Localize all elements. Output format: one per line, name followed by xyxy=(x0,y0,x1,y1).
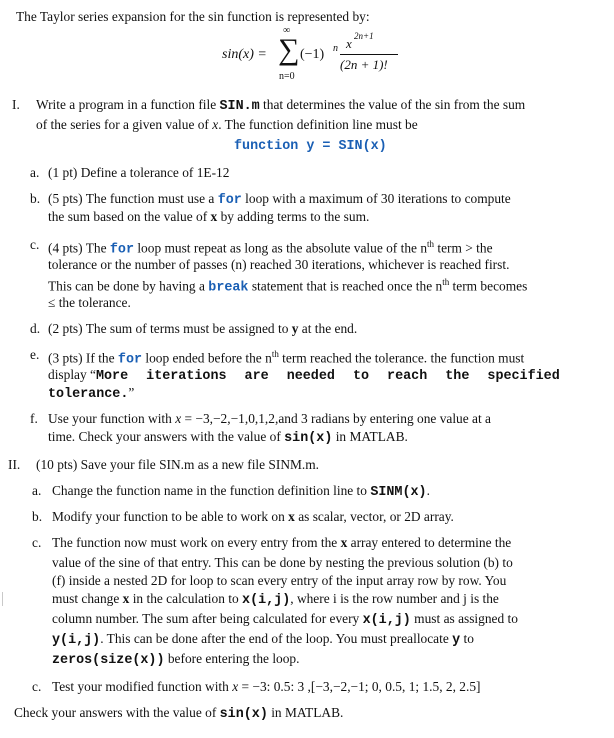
item-a-text: (1 pt) Define a tolerance of 1E-12 xyxy=(48,165,230,180)
intro-text: The Taylor series expansion for the sin function is represented by: xyxy=(16,9,370,24)
item-d-label: d. xyxy=(30,321,41,336)
part2-item-c2-text: Test your modified function with x = −3: 0.5: 3 ,[−3,−2,−1; 0, 0.5, 1; 1.5, 2, 2.5] xyxy=(52,679,481,694)
item-f-line1: Use your function with x = −3,−2,−1,0,1,2,and 3 radians by entering one value at a xyxy=(48,411,491,426)
part2-item-c-line2: value of the sine of that entry. This can be done by nesting the previous solution (b) to xyxy=(52,555,513,570)
part2-item-c-line4: must change x in the calculation to x(i,j), where i is the row number and j is the xyxy=(52,591,499,608)
part2-item-c-line5: column number. The sum after being calculated for every x(i,j) must as assigned to xyxy=(52,611,518,628)
item-b-line1: (5 pts) The function must use a for loop with a maximum of 30 iterations to compute xyxy=(48,191,511,208)
item-f-line2: time. Check your answers with the value of sin(x) in MATLAB. xyxy=(48,429,408,446)
part1-roman: I. xyxy=(12,97,20,112)
formula-exp-n: n xyxy=(333,43,338,54)
part2-roman: II. xyxy=(8,457,21,472)
item-e-line2: display “More iterations are needed to reach the specified xyxy=(48,367,560,384)
sigma-upper: ∞ xyxy=(283,25,291,36)
part2-title: (10 pts) Save your file SIN.m as a new file SINM.m. xyxy=(36,457,320,472)
taylor-formula xyxy=(222,10,402,86)
formula-term: (−1) xyxy=(300,47,325,62)
item-c-line3: This can be done by having a break statement that is reached once the $n^{th}$ term becomes xyxy=(48,277,528,296)
item-e-line1: (3 pts) If the for loop ended before the $n^{th}$ term reached the tolerance. the function must xyxy=(48,349,525,368)
part2-item-c-line7: zeros(size(x)) before entering the loop. xyxy=(52,651,300,668)
item-a-label: a. xyxy=(30,165,40,180)
formula-denominator: (2n + 1)! xyxy=(340,57,388,72)
part2-item-a-label: a. xyxy=(32,483,42,498)
formula-numerator-exp: 2n+1 xyxy=(354,31,374,41)
item-f-label: f. xyxy=(30,411,38,426)
part2-item-c-label: c. xyxy=(32,535,42,550)
formula-numerator: x xyxy=(346,36,352,51)
item-c-line1: (4 pts) The for loop must repeat as long as the absolute value of the $n^{th}$ term > the xyxy=(48,239,493,258)
closing-text: Check your answers with the value of sin(x) in MATLAB. xyxy=(14,705,344,722)
sigma-symbol: ∑ xyxy=(278,33,300,66)
part1-line1: Write a program in a function file SIN.m that determines the value of the sin from the sum xyxy=(36,97,526,114)
margin-mark xyxy=(2,592,13,606)
item-b-line2: the sum based on the value of x by adding terms to the sum. xyxy=(48,209,370,224)
part1-line2: of the series for a given value of x. The function definition line must be xyxy=(36,117,418,132)
part2-item-a-text: Change the function name in the function definition line to SINM(x). xyxy=(52,483,430,500)
sigma-lower: n=0 xyxy=(279,71,295,82)
item-c-line2: tolerance or the number of passes (n) reached 30 iterations, whichever is reached first. xyxy=(48,257,510,272)
part2-item-c-line3: (f) inside a nested 2D for loop to scan every entry of the input array row by row. You xyxy=(52,573,507,588)
item-c-line4: ≤ the tolerance. xyxy=(48,295,131,310)
item-d-text: (2 pts) The sum of terms must be assigned to y at the end. xyxy=(48,321,358,336)
part2-item-b-label: b. xyxy=(32,509,43,524)
item-c-label: c. xyxy=(30,237,40,252)
item-b-label: b. xyxy=(30,191,41,206)
formula-lhs: sin(x) = xyxy=(222,47,267,62)
part2-item-c-line1: The function now must work on every entry from the x array entered to determine the xyxy=(52,535,512,550)
item-e-line3: tolerance.” xyxy=(48,385,135,402)
function-definition-code: function y = SIN(x) xyxy=(234,139,387,154)
part2-item-b-text: Modify your function to be able to work on x as scalar, vector, or 2D array. xyxy=(52,509,454,524)
part2-item-c-line6: y(i,j). This can be done after the end of the loop. You must preallocate y to xyxy=(52,631,474,648)
fraction-bar xyxy=(340,54,398,55)
item-e-label: e. xyxy=(30,347,40,362)
part2-item-c2-label: c. xyxy=(32,679,42,694)
